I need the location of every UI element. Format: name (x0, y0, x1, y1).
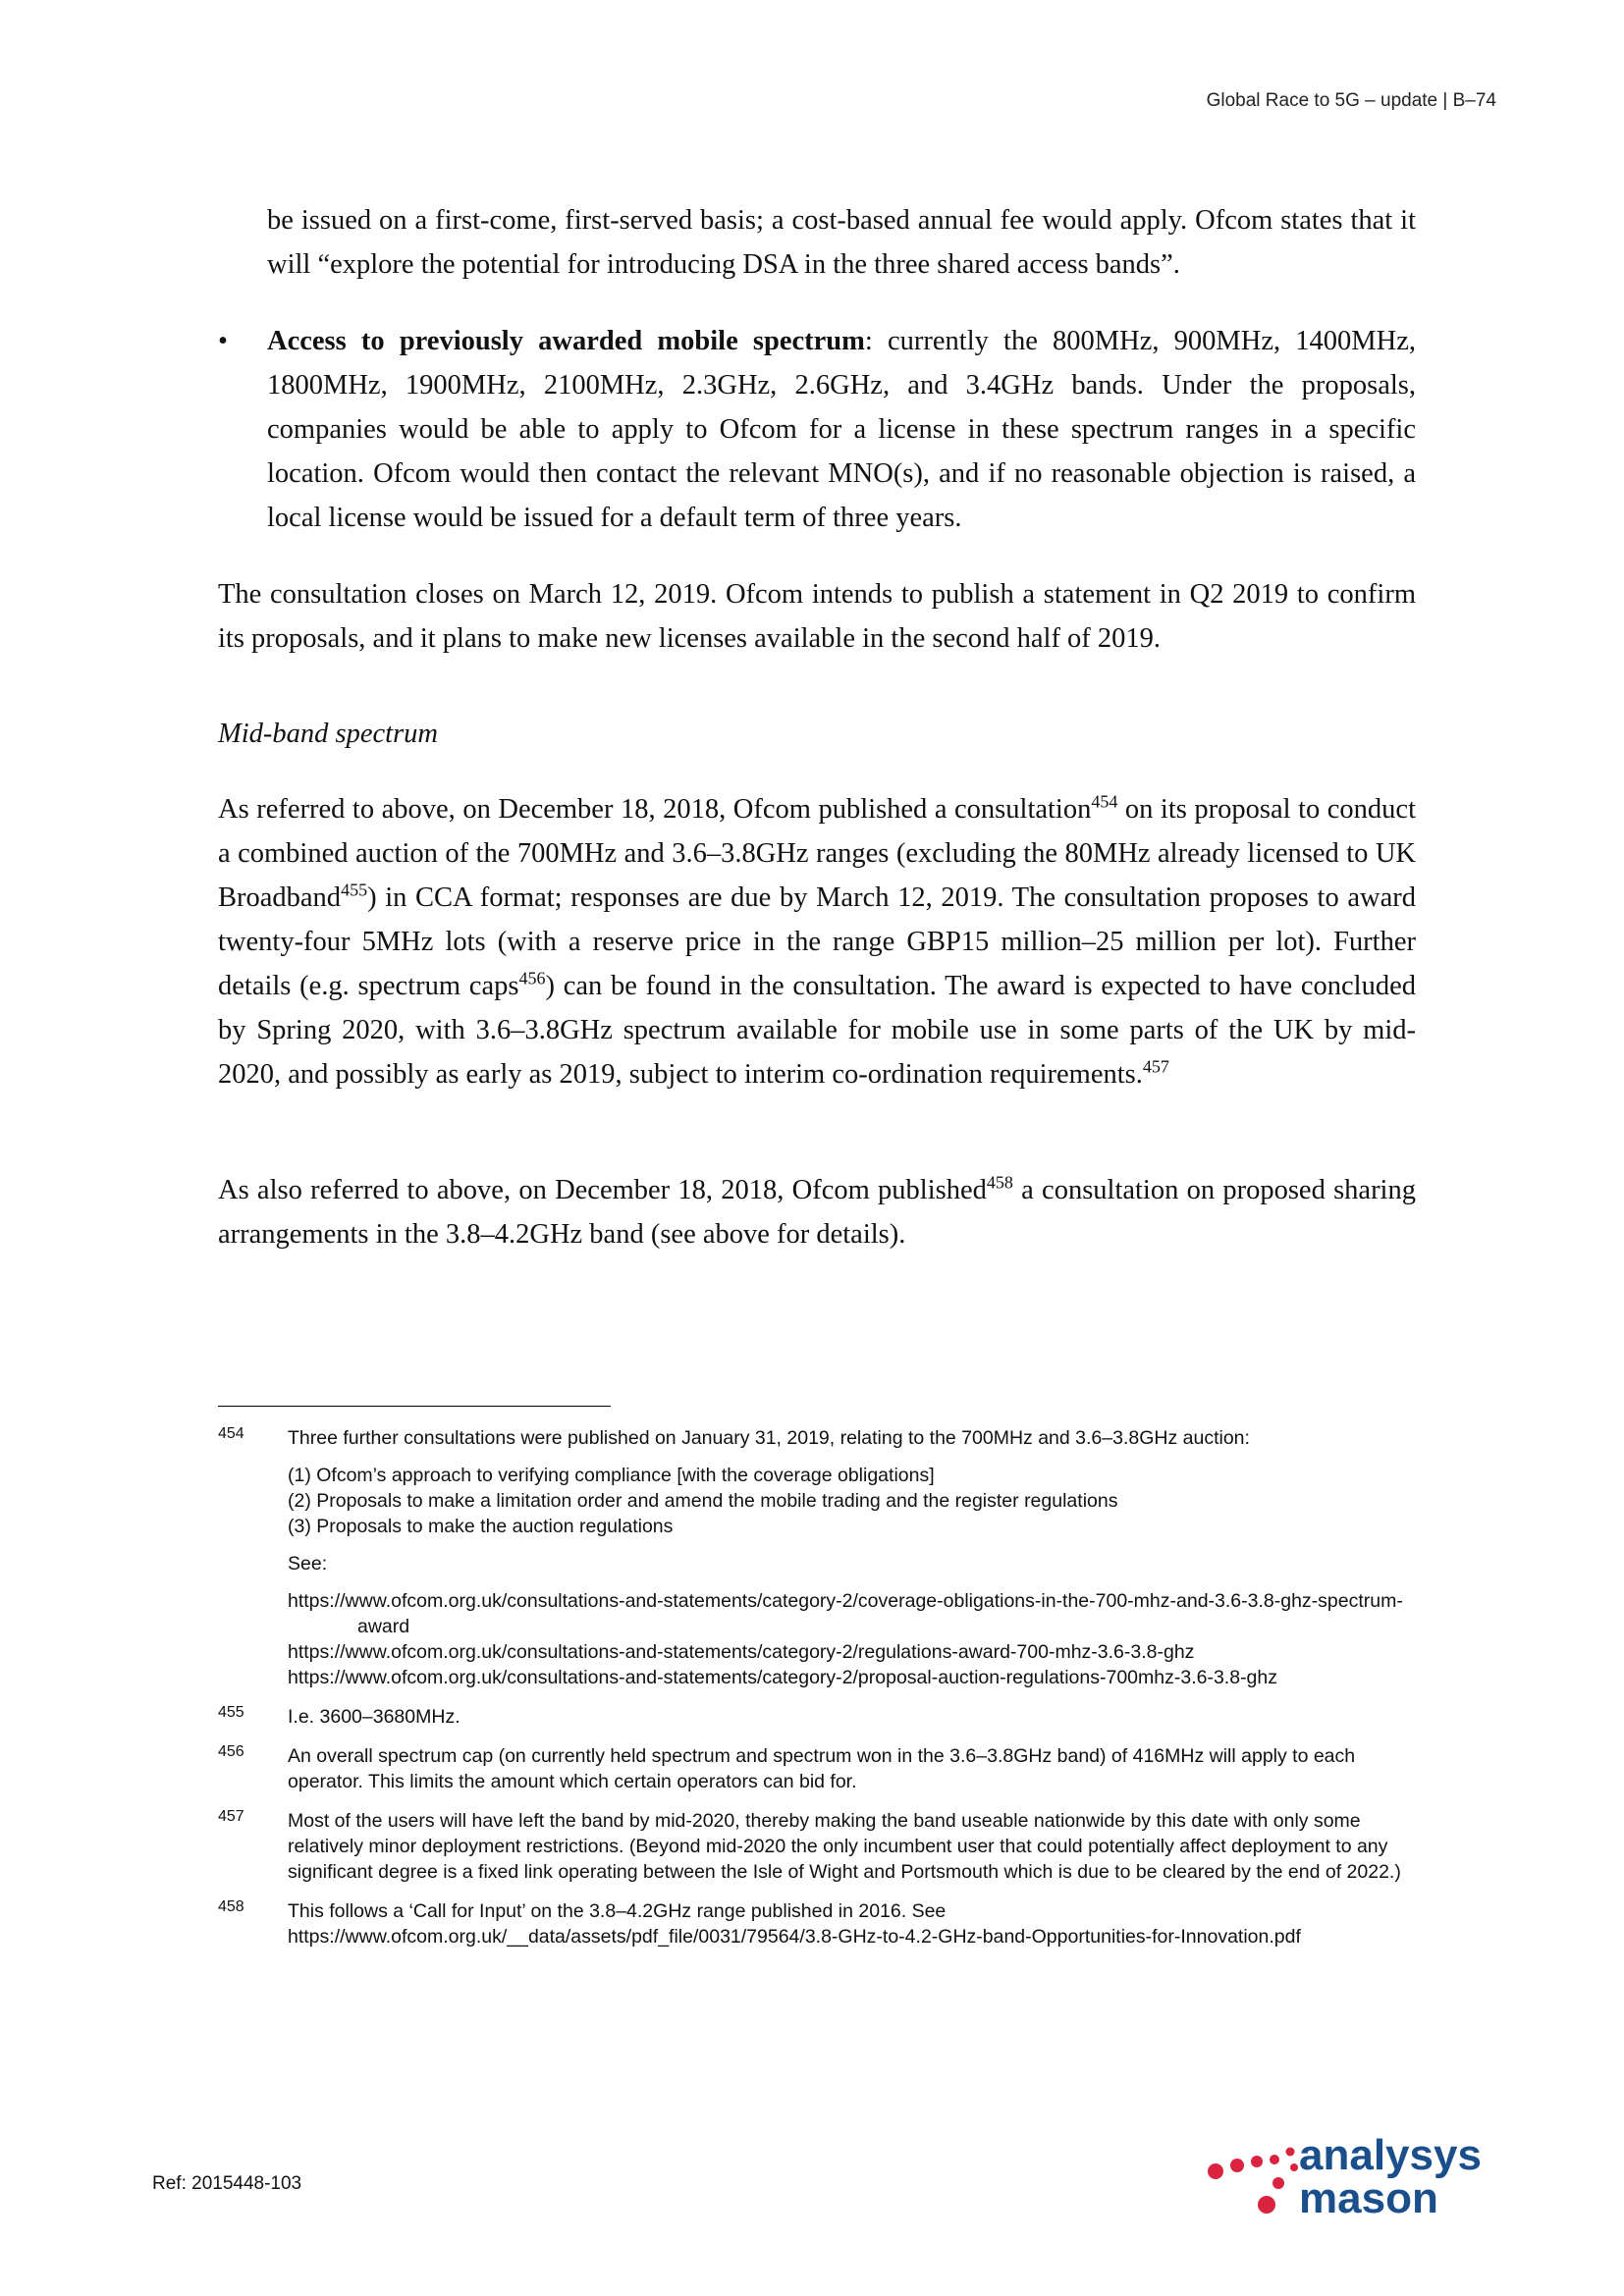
footnote-ref-454[interactable]: 454 (1091, 791, 1118, 812)
footnote-text: An overall spectrum cap (on currently held spectrum and spectrum won in the 3.6–3.8GHz band) of 416MHz will apply to each operator. This limits the amount which certain operators can bid for. (288, 1745, 1356, 1792)
analysys-mason-logo (1206, 2132, 1510, 2220)
footnote-text: This follows a ‘Call for Input’ on the 3.8–4.2GHz range published in 2016. See (288, 1900, 947, 1922)
footnote-454 (218, 1425, 1426, 1690)
footnote-number: 455 (218, 1704, 244, 1721)
footnote-456 (218, 1743, 1426, 1794)
bullet-item-previously-awarded (218, 319, 1416, 540)
footnote-number: 454 (218, 1425, 244, 1442)
list-item: (2) Proposals to make a limitation order and amend the mobile trading and the register regulations (288, 1490, 1118, 1512)
footnote-ref-455[interactable]: 455 (341, 880, 368, 900)
logo-dots-icon (1206, 2132, 1304, 2220)
bullet-body: : currently the 800MHz, 900MHz, 1400MHz, 1800MHz, 1900MHz, 2100MHz, 2.3GHz, 2.6GHz, and 3.4GHz bands. Under the proposals, companies would be able to apply to Ofcom for a license in these spectrum ranges in a specific location. Ofcom would then contact the relevant MNO(s), and if no reasonable objection is raised, a local license would be issued for a default term of three years. (267, 326, 1417, 533)
mid-band-paragraph (218, 787, 1416, 1096)
footnote-text: Most of the users will have left the band by mid-2020, thereby making the band useable nationwide by this date with only some relatively minor deployment restrictions. (Beyond mid-2020 the only incumbent user that could potentially affect deployment to any significant degree is a fixed link operating between the Isle of Wight and Portsmouth which is due to be cleared by the end of 2022.) (288, 1810, 1401, 1883)
text-run: ) can be found in the consultation. The award is expected to have concluded by Spring 2020, with 3.6–3.8GHz spectrum available for mobile use in some parts of the UK by mid-2020, and possibly as early as 2019, subject to interim co-ordination requirements. (218, 971, 1416, 1090)
bullet-marker: • (218, 326, 228, 356)
footnote-see: See: (288, 1553, 328, 1575)
continuation-paragraph: be issued on a first-come, first-served basis; a cost-based annual fee would apply. Ofcom states that it will “explore the potential for introducing DSA in the three shared access bands”. (267, 205, 1416, 280)
text-run: on its proposal to conduct a combined auction of the 700MHz and 3.6–3.8GHz ranges (excluding the 80MHz already licensed to UK Broadband (218, 794, 1417, 913)
footnote-text: I.e. 3600–3680MHz. (288, 1706, 460, 1728)
running-header: Global Race to 5G – update | B–74 (1206, 90, 1496, 111)
footnote-ref-458[interactable]: 458 (986, 1172, 1013, 1193)
bullet-text (267, 319, 1416, 540)
footnote-separator (218, 1406, 611, 1407)
text-run: a consultation on proposed sharing arrangements in the 3.8–4.2GHz band (see above for details). (218, 1175, 1416, 1250)
footnotes (218, 1425, 1426, 1949)
footnote-number: 457 (218, 1808, 244, 1825)
footnote-link[interactable]: https://www.ofcom.org.uk/consultations-and-statements/category-2/coverage-obligations-in-the-700-mhz-and-3.6-3.8-ghz-spectrum-award (288, 1590, 1403, 1637)
footnote-number: 458 (218, 1898, 244, 1915)
consultation-paragraph: The consultation closes on March 12, 2019. Ofcom intends to publish a statement in Q2 2019 to confirm its proposals, and it plans to make new licenses available in the second half of 2019. (218, 579, 1416, 654)
text-run: As referred to above, on December 18, 2018, Ofcom published a consultation (218, 794, 1092, 825)
text-run: ) in CCA format; responses are due by March 12, 2019. The consultation proposes to award twenty-four 5MHz lots (with a reserve price in the range GBP15 million–25 million per lot). Further details (e.g. spectrum caps (218, 882, 1416, 1001)
footnote-455 (218, 1704, 1426, 1730)
logo-wordmark-line2: mason (1299, 2174, 1438, 2222)
list-item: (1) Ofcom’s approach to verifying compliance [with the coverage obligations] (288, 1465, 935, 1486)
footnote-457 (218, 1808, 1426, 1885)
footnote-ref-457[interactable]: 457 (1142, 1056, 1169, 1077)
footnote-link[interactable]: https://www.ofcom.org.uk/__data/assets/pdf_file/0031/79564/3.8-GHz-to-4.2-GHz-band-Opportunities-for-Innovation.pdf (288, 1926, 1301, 1948)
text-run: As also referred to above, on December 18, 2018, Ofcom published (218, 1175, 987, 1205)
sharing-paragraph (218, 1168, 1416, 1256)
footnote-link[interactable]: https://www.ofcom.org.uk/consultations-and-statements/category-2/proposal-auction-regulations-700mhz-3.6-3.8-ghz (288, 1667, 1278, 1688)
logo-wordmark-line1: analysys (1299, 2131, 1482, 2179)
list-item: (3) Proposals to make the auction regulations (288, 1516, 674, 1537)
footnote-text: Three further consultations were published on January 31, 2019, relating to the 700MHz and 3.6–3.8GHz auction: (288, 1427, 1250, 1449)
footnote-number: 456 (218, 1743, 244, 1760)
section-heading-mid-band: Mid-band spectrum (218, 719, 439, 749)
footnote-458 (218, 1898, 1426, 1949)
document-reference: Ref: 2015448-103 (152, 2173, 302, 2194)
bullet-bold-lead: Access to previously awarded mobile spectrum (267, 326, 865, 356)
footnote-link[interactable]: https://www.ofcom.org.uk/consultations-and-statements/category-2/regulations-award-700-mhz-3.6-3.8-ghz (288, 1641, 1195, 1663)
footnote-ref-456[interactable]: 456 (518, 968, 546, 988)
